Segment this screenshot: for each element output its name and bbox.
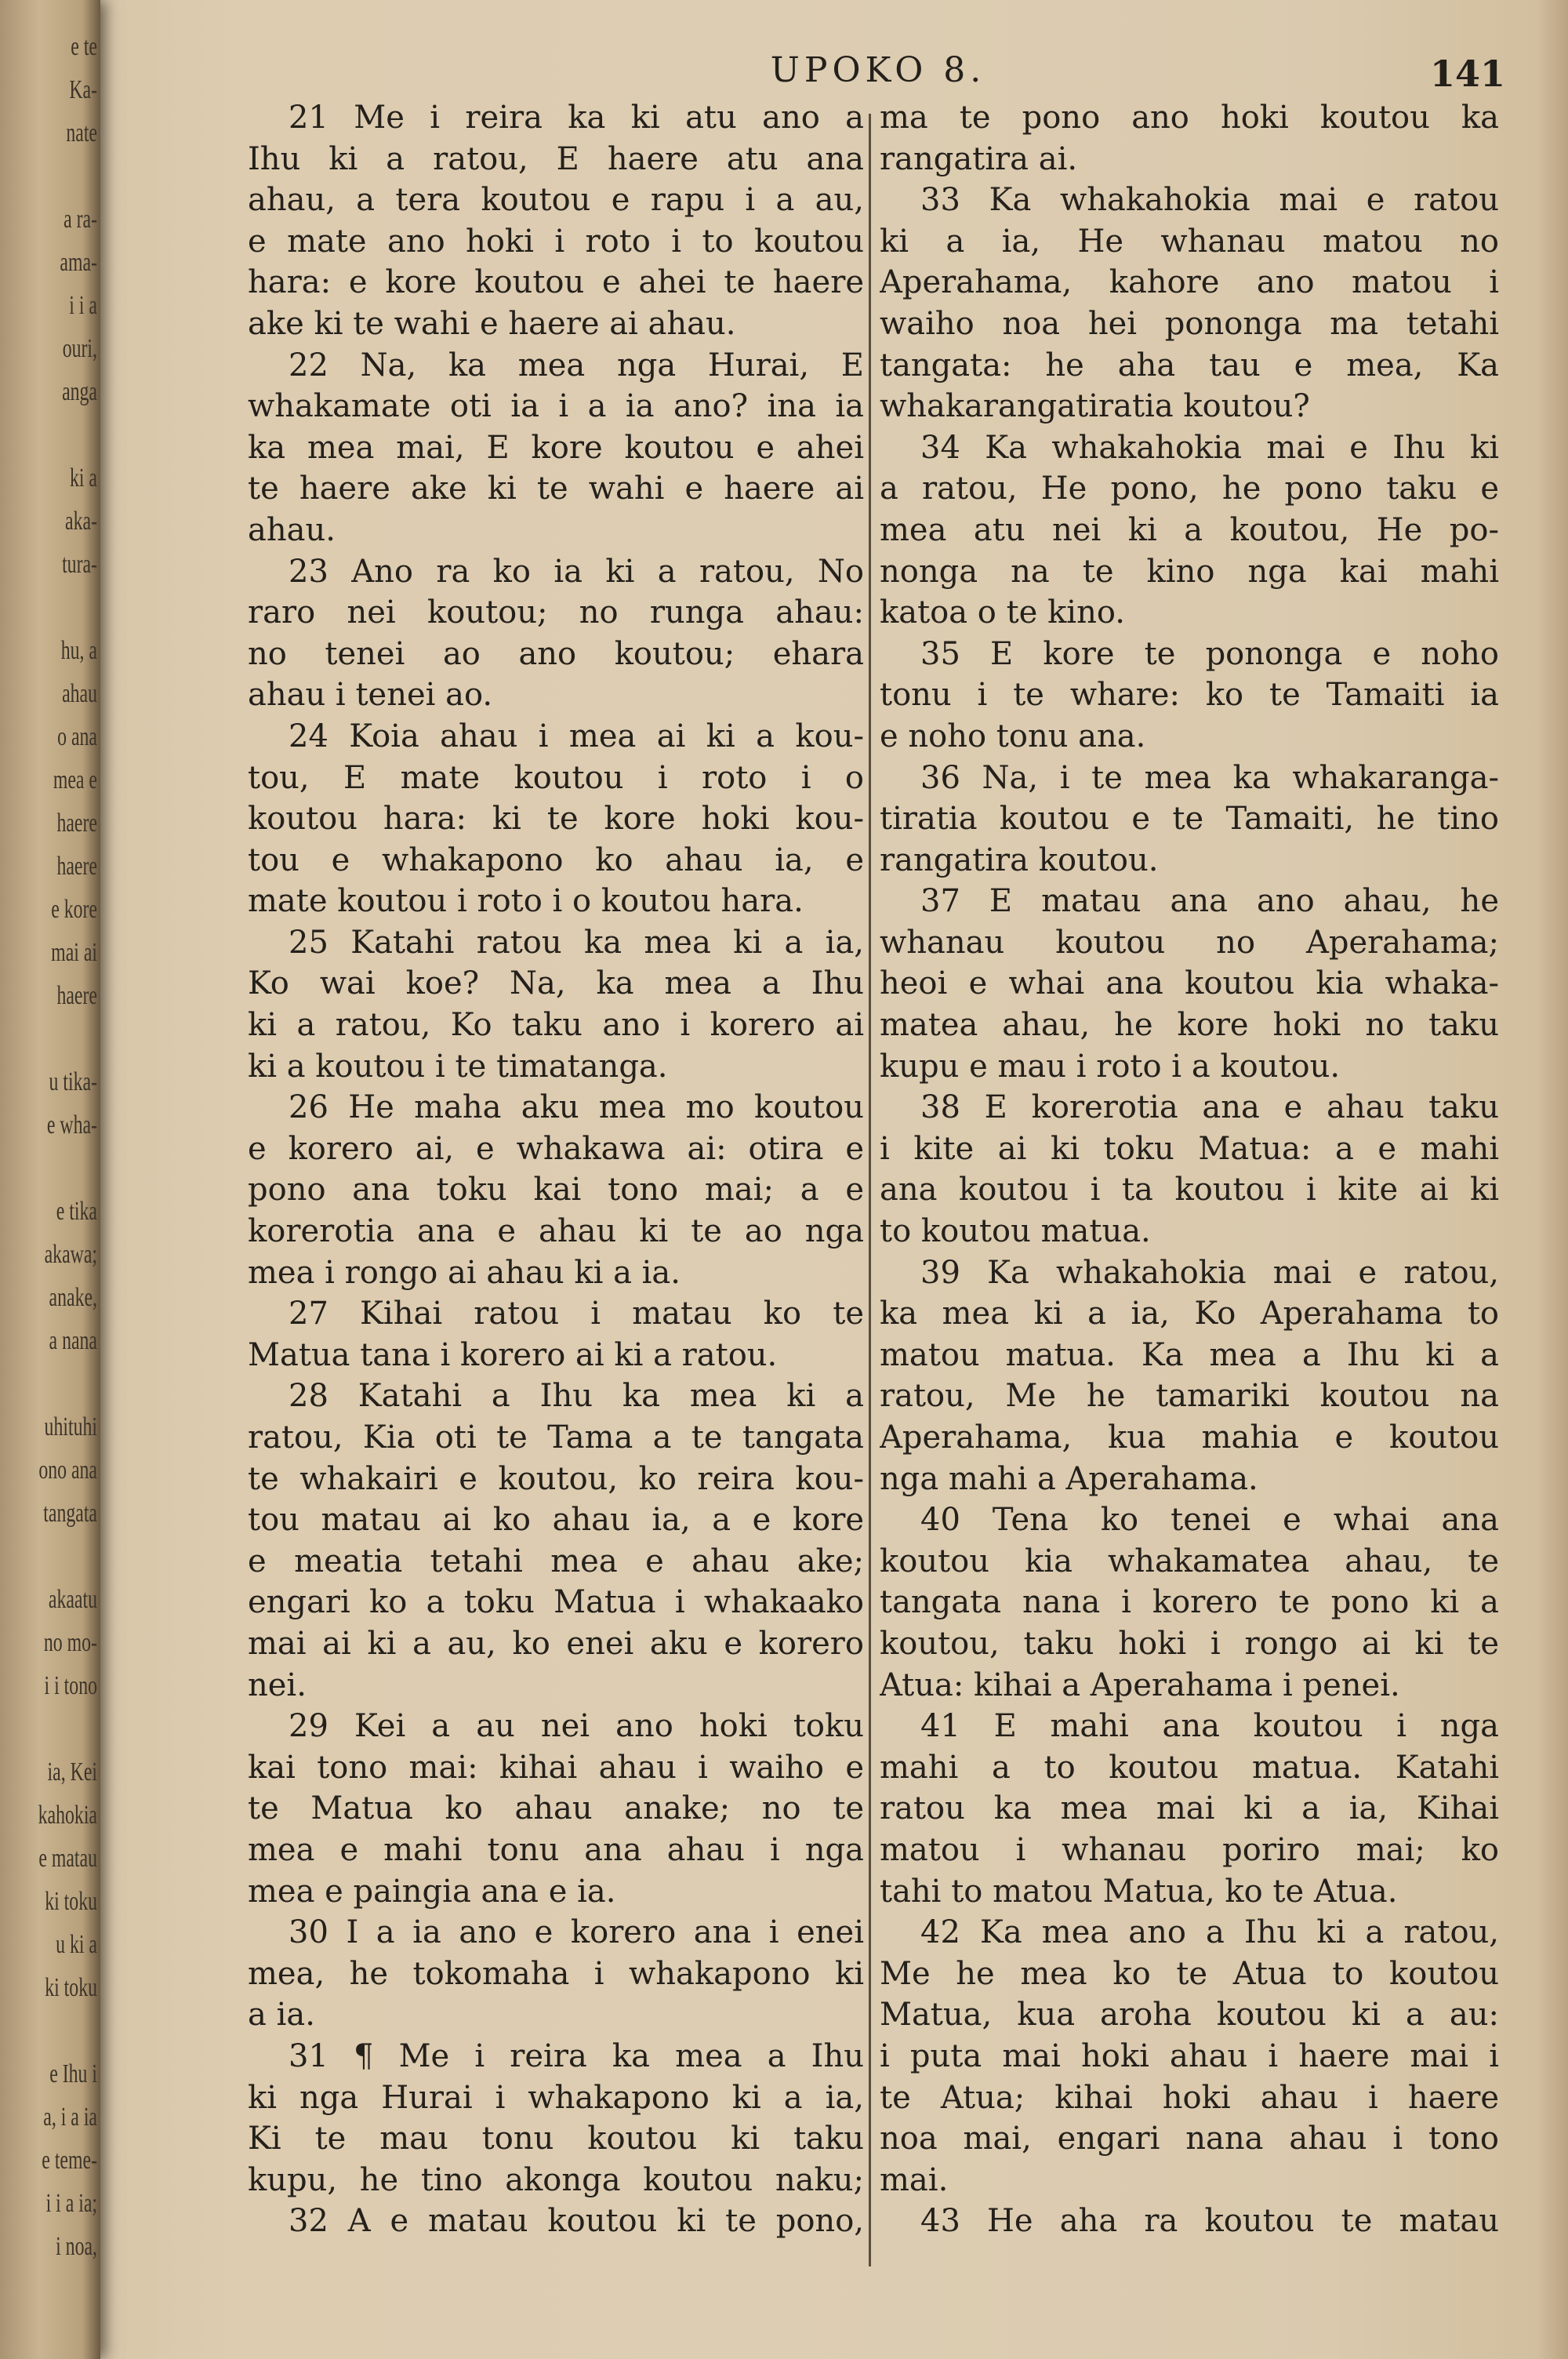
previous-page-fragment: mai ai [51,938,97,967]
text-line: a ia. [248,1997,315,2034]
previous-page-fragment: nate [66,118,97,147]
previous-page-fragment: e teme- [42,2146,97,2175]
text-line: 40 Tena ko tenei e whai ana [920,1502,1499,1539]
text-line: whanau koutou no Aperahama; [880,924,1499,961]
text-line: ki a ia, He whanau matou no [880,223,1499,260]
text-line: kai tono mai: kihai ahau i waiho e [248,1749,864,1786]
previous-page-fragment: ama- [60,248,97,277]
text-line: katoa o te kino. [880,594,1125,631]
text-line: nei. [248,1667,307,1703]
text-line: 41 E mahi ana koutou i nga [920,1708,1499,1745]
text-line: mai ai ki a au, ko enei aku e korero [248,1625,864,1662]
text-line: ake ki te wahi e haere ai ahau. [248,305,736,342]
previous-page-fragment: mea e [53,765,97,794]
text-line: mea e mahi tonu ana ahau i nga [248,1831,864,1868]
text-line: hara: e kore koutou e ahei te haere [248,264,864,301]
text-line: kupu, he tino akonga koutou naku; [248,2161,864,2198]
previous-page-fragment: ia, Kei [47,1757,97,1787]
previous-page-fragment: ono ana [38,1456,97,1485]
text-line: 33 Ka whakahokia mai e ratou [920,182,1499,219]
text-line: nga mahi a Aperahama. [880,1460,1258,1497]
previous-page-fragment: aka- [65,507,97,536]
text-line: Aperahama, kua mahia e koutou [880,1419,1499,1456]
text-line: mea atu nei ki a koutou, He po- [880,511,1499,548]
text-line: 22 Na, ka mea nga Hurai, E [289,347,864,383]
chapter-heading: UPOKO 8. [770,50,986,90]
text-line: Matua, kua aroha koutou ki a au: [880,1997,1499,2034]
text-line: nonga na te kino nga kai mahi [880,553,1499,590]
text-line: te haere ake ki te wahi e haere ai [248,471,864,507]
text-line: ratou, Kia oti te Tama a te tangata [248,1419,864,1456]
text-line: koutou, taku hoki i rongo ai ki te [880,1625,1499,1662]
previous-page-fragment: ahau [62,679,97,708]
text-line: 34 Ka whakahokia mai e Ihu ki [920,429,1499,466]
text-line: ki a koutou i te timatanga. [248,1048,668,1085]
text-line: e mate ano hoki i roto i to koutou [248,223,864,260]
text-line: 28 Katahi a Ihu ka mea ki a [289,1378,864,1415]
previous-page-fragment: hu, a [60,636,97,665]
previous-page-fragment: i i a [69,291,97,320]
text-line: a ratou, He pono, he pono taku e [880,471,1499,507]
previous-page-fragment: u ki a [56,1930,97,1959]
page-number: 141 [1429,53,1505,95]
text-line: koutou hara: ki te kore hoki kou- [248,801,864,838]
previous-page-fragment: i i a ia; [45,2189,98,2218]
previous-page-fragment: haere [56,981,97,1010]
text-line: ratou ka mea mai ki a ia, Kihai [880,1790,1499,1827]
previous-page-fragment: akaatu [48,1585,97,1614]
text-line: korerotia ana e ahau ki te ao nga [248,1213,864,1250]
text-line: 36 Na, i te mea ka whakaranga- [920,759,1499,796]
text-line: tangata: he aha tau e mea, Ka [880,347,1499,383]
previous-page-fragment: ouri, [62,334,97,363]
text-line: e korero ai, e whakawa ai: otira e [248,1130,864,1167]
previous-page-fragment: anake, [49,1283,97,1312]
previous-page-fragment: haere [56,852,97,881]
text-line: ratou, Me he tamariki koutou na [880,1378,1499,1415]
text-line: 25 Katahi ratou ka mea ki a ia, [289,924,864,961]
text-line: ahau, a tera koutou e rapu i a au, [248,182,864,219]
text-line: ki a ratou, Ko taku ano i korero ai [248,1007,864,1044]
text-line: matou matua. Ka mea a Ihu ki a [880,1336,1499,1373]
text-line: koutou kia whakamatea ahau, te [880,1543,1499,1579]
text-line: 43 He aha ra koutou te matau [920,2203,1499,2240]
text-line: te Atua; kihai hoki ahau i haere [880,2079,1499,2116]
text-line: mea i rongo ai ahau ki a ia. [248,1254,681,1291]
previous-page-fragment: haere [56,809,97,838]
text-line: ahau. [248,511,336,548]
previous-page-fragment: ki toku [45,1973,97,2002]
text-line: to koutou matua. [880,1213,1151,1250]
text-line: rangatira koutou. [880,841,1159,878]
text-line: ka mea mai, E kore koutou e ahei [248,429,864,466]
text-line: tou matau ai ko ahau ia, a e kore [248,1502,864,1539]
previous-page-fragment: o ana [57,722,97,751]
previous-page-fragment: e te [71,32,97,61]
previous-page-fragment: tura- [62,550,97,579]
previous-page-fragment: e Ihu i [49,2059,97,2088]
text-line: whakamate oti ia i a ia ano? ina ia [248,388,864,425]
text-line: 23 Ano ra ko ia ki a ratou, No [289,553,864,590]
text-line: i kite ai ki toku Matua: a e mahi [880,1130,1499,1167]
text-line: tiratia koutou e te Tamaiti, he tino [880,801,1499,838]
text-line: Ihu ki a ratou, E haere atu ana [248,140,864,177]
text-line: Ki te mau tonu koutou ki taku [248,2121,864,2157]
text-line: te whakairi e koutou, ko reira kou- [248,1460,864,1497]
column-divider [869,114,871,2266]
text-line: matou i whanau poriro mai; ko [880,1831,1499,1868]
text-line: e meatia tetahi mea e ahau ake; [248,1543,864,1579]
text-line: Ko wai koe? Na, ka mea a Ihu [248,965,864,1002]
previous-page-fragment: i i tono [44,1671,97,1700]
text-line: tou e whakapono ko ahau ia, e [248,841,864,878]
text-line: 30 I a ia ano e korero ana i enei [289,1914,864,1951]
text-line: Aperahama, kahore ano matou i [880,264,1499,301]
text-line: mea, he tokomaha i whakapono ki [248,1955,864,1992]
text-line: mea e paingia ana e ia. [248,1873,616,1910]
text-line: 42 Ka mea ano a Ihu ki a ratou, [920,1914,1499,1951]
text-line: Matua tana i korero ai ki a ratou. [248,1336,778,1373]
text-line: 39 Ka whakahokia mai e ratou, [920,1254,1499,1291]
text-line: tangata nana i korero te pono ki a [880,1584,1499,1621]
text-line: mahi a to koutou matua. Katahi [880,1749,1499,1786]
previous-page-fragment: a ra- [64,205,97,234]
text-line: 26 He maha aku mea mo koutou [289,1089,864,1126]
previous-page-fragment: no mo- [43,1628,97,1657]
text-line: Me he mea ko te Atua to koutou [880,1955,1499,1992]
text-line: Atua: kihai a Aperahama i penei. [880,1667,1400,1703]
previous-page-fragment: a, i a ia [43,2103,97,2132]
text-line: noa mai, engari nana ahau i tono [880,2121,1499,2157]
previous-page-fragment: a nana [49,1326,97,1355]
text-line: rangatira ai. [880,140,1078,177]
previous-page-fragment: i noa, [56,2232,97,2261]
previous-page-fragment: Ka- [69,75,97,104]
text-line: 27 Kihai ratou i matau ko te [289,1296,864,1332]
text-line: tou, E mate koutou i roto i o [248,759,864,796]
text-line: 35 E kore te pononga e noho [920,635,1499,672]
text-line: engari ko a toku Matua i whakaako [248,1584,864,1621]
text-line: tonu i te whare: ko te Tamaiti ia [880,677,1499,714]
previous-page-fragment: u tika- [49,1067,97,1096]
text-line: 37 E matau ana ano ahau, he [920,883,1499,920]
previous-page-margin [0,0,100,2359]
text-line: ma te pono ano hoki koutou ka [880,100,1499,136]
text-line: mai. [880,2161,949,2198]
text-line: 24 Koia ahau i mea ai ki a kou- [289,718,864,754]
text-line: whakarangatiratia koutou? [880,388,1310,425]
right-text-column [880,97,1499,2356]
left-text-column [248,97,864,2356]
previous-page-fragment: akawa; [44,1240,98,1269]
text-line: pono ana toku kai tono mai; a e [248,1172,864,1209]
text-line: te Matua ko ahau anake; no te [248,1790,864,1827]
previous-page-fragment: anga [62,377,97,406]
text-line: ahau i tenei ao. [248,677,493,714]
text-line: 29 Kei a au nei ano hoki toku [289,1708,864,1745]
text-line: 38 E korerotia ana e ahau taku [920,1089,1499,1126]
text-line: tahi to matou Matua, ko te Atua. [880,1873,1398,1910]
previous-page-fragment: e matau [38,1844,98,1873]
text-line: ki nga Hurai i whakapono ki a ia, [248,2079,864,2116]
text-line: kupu e mau i roto i a koutou. [880,1048,1341,1085]
text-line: heoi e whai ana koutou kia whaka- [880,965,1499,1002]
text-line: ka mea ki a ia, Ko Aperahama to [880,1296,1499,1332]
previous-page-fragment: uhituhi [44,1412,97,1441]
text-line: i puta mai hoki ahau i haere mai i [880,2037,1499,2074]
text-line: mate koutou i roto i o koutou hara. [248,883,804,920]
text-line: no tenei ao ano koutou; ehara [248,635,864,672]
previous-page-fragment: ki toku [45,1887,97,1916]
previous-page-fragment: kahokia [38,1801,97,1830]
text-line: raro nei koutou; no runga ahau: [248,594,864,631]
text-line: ana koutou i ta koutou i kite ai ki [880,1172,1499,1209]
previous-page-fragment: e tika [56,1197,97,1226]
text-line: matea ahau, he kore hoki no taku [880,1007,1499,1044]
text-line: e noho tonu ana. [880,718,1146,754]
previous-page-fragment: e kore [51,895,97,924]
text-line: waiho noa hei pononga ma tetahi [880,305,1499,342]
previous-page-fragment: e wha- [46,1110,97,1140]
text-line: 21 Me i reira ka ki atu ano a [289,100,864,136]
text-line: 32 A e matau koutou ki te pono, [289,2203,864,2240]
previous-page-fragment: tangata [43,1499,97,1528]
previous-page-fragment: ki a [69,463,97,493]
text-line: 31 ¶ Me i reira ka mea a Ihu [289,2037,864,2074]
